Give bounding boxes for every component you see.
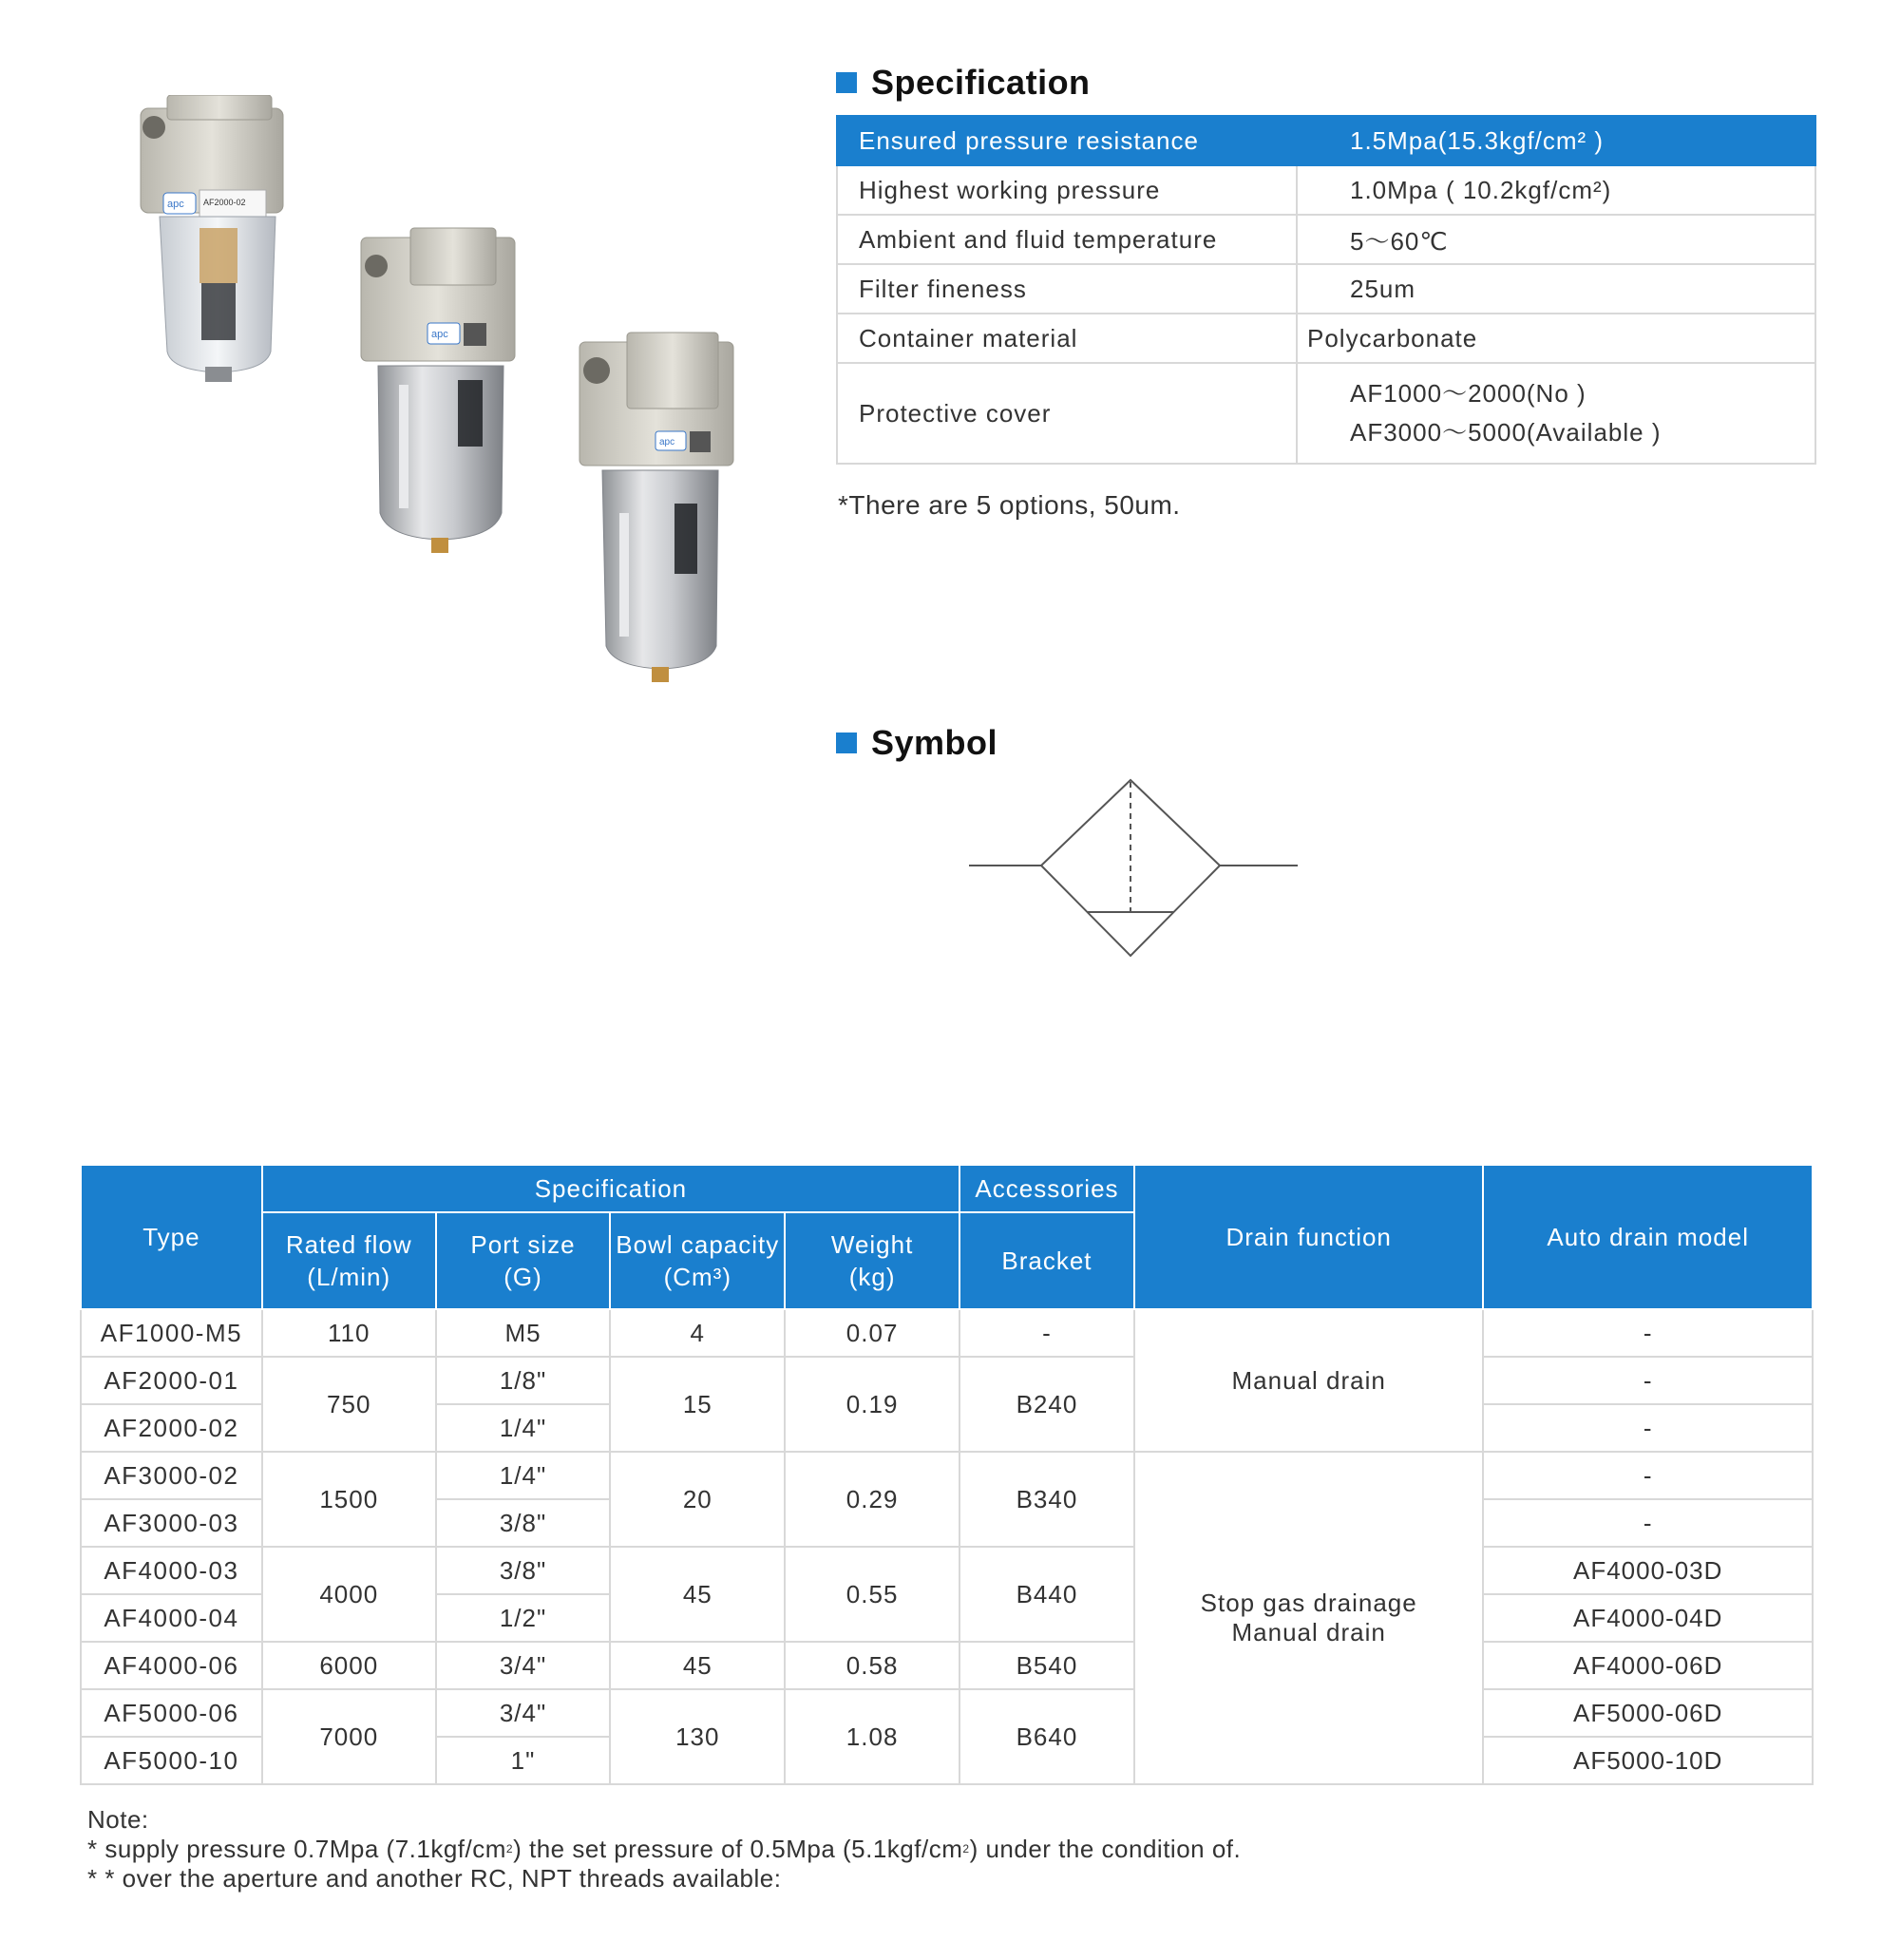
product-images	[133, 95, 760, 684]
filter-symbol-diagram	[969, 777, 1302, 967]
cell-weight: 0.58	[785, 1642, 960, 1689]
cell-weight: 0.07	[785, 1309, 960, 1357]
header-specification: Specification	[262, 1165, 960, 1212]
table-row	[81, 1452, 1813, 1499]
heading-square-icon	[836, 733, 857, 753]
cell-bracket: B240	[960, 1357, 1134, 1452]
spec-value: 1.0Mpa ( 10.2kgf/cm²)	[1297, 165, 1815, 215]
cell-weight: 1.08	[785, 1689, 960, 1784]
header-rated-flow-unit: (L/min)	[307, 1263, 391, 1291]
cell-port-size: 3/4"	[436, 1689, 611, 1737]
symbol-title: Symbol	[871, 723, 998, 762]
notes-line-1	[87, 1835, 1241, 1864]
spec-value-line: AF1000～2000(No )	[1350, 379, 1586, 408]
spec-row	[837, 215, 1815, 264]
cell-bowl-capacity: 20	[610, 1452, 785, 1547]
product-b-brand-label: apc	[431, 329, 448, 340]
cell-port-size: 1/4"	[436, 1452, 611, 1499]
cell-bracket: -	[960, 1309, 1134, 1357]
product-af4000-photo	[580, 333, 733, 682]
notes-line-2: * * over the aperture and another RC, NPT threads available:	[87, 1864, 782, 1893]
cell-port-size: 1/4"	[436, 1404, 611, 1452]
cell-port-size: 1"	[436, 1737, 611, 1784]
cell-port-size: M5	[436, 1309, 611, 1357]
cell-auto-drain: -	[1483, 1404, 1813, 1452]
cell-type: AF4000-06	[81, 1642, 262, 1689]
cell-rated-flow: 4000	[262, 1547, 436, 1642]
header-bowl-capacity-unit: (Cm³)	[663, 1263, 732, 1291]
cell-auto-drain: AF4000-04D	[1483, 1594, 1813, 1642]
spec-label: Highest working pressure	[837, 165, 1297, 215]
product-c-brand-label: apc	[659, 437, 675, 447]
cell-rated-flow: 750	[262, 1357, 436, 1452]
cell-type: AF3000-03	[81, 1499, 262, 1547]
spec-label: Protective cover	[837, 363, 1297, 464]
header-bracket: Bracket	[960, 1212, 1134, 1309]
cell-bracket: B440	[960, 1547, 1134, 1642]
header-weight-unit: (kg)	[848, 1263, 896, 1291]
spec-label: Ambient and fluid temperature	[837, 215, 1297, 264]
cell-bowl-capacity: 15	[610, 1357, 785, 1452]
notes-line-1-part-b: ) the set pressure of 0.5Mpa (5.1kgf/cm	[513, 1835, 963, 1863]
cell-auto-drain: AF5000-10D	[1483, 1737, 1813, 1784]
header-bowl-capacity-label: Bowl capacity	[616, 1230, 780, 1259]
header-weight-label: Weight	[830, 1230, 914, 1259]
header-port-size-label: Port size	[470, 1230, 576, 1259]
spec-row	[837, 363, 1815, 464]
spec-row	[837, 314, 1815, 363]
product-a-model-label: AF2000-02	[203, 198, 246, 207]
notes-line-1-part-a: * supply pressure 0.7Mpa (7.1kgf/cm	[87, 1835, 506, 1863]
symbol-heading	[836, 723, 998, 763]
table-notes	[87, 1805, 1241, 1893]
drain-function-line: Manual drain	[1231, 1618, 1386, 1646]
cell-weight: 0.29	[785, 1452, 960, 1547]
spec-value: 5～60℃	[1297, 215, 1815, 264]
cell-auto-drain: -	[1483, 1357, 1813, 1404]
spec-value: Polycarbonate	[1297, 314, 1815, 363]
cell-bracket: B540	[960, 1642, 1134, 1689]
cell-rated-flow: 110	[262, 1309, 436, 1357]
cell-bracket: B640	[960, 1689, 1134, 1784]
drain-function-line: Stop gas drainage	[1200, 1589, 1417, 1617]
cell-auto-drain: -	[1483, 1499, 1813, 1547]
cell-type: AF2000-02	[81, 1404, 262, 1452]
cell-bowl-capacity: 45	[610, 1642, 785, 1689]
header-accessories: Accessories	[960, 1165, 1134, 1212]
product-photo-group	[133, 95, 760, 684]
spec-label: Container material	[837, 314, 1297, 363]
cell-port-size: 3/8"	[436, 1499, 611, 1547]
cell-rated-flow: 7000	[262, 1689, 436, 1784]
cell-auto-drain: AF4000-03D	[1483, 1547, 1813, 1594]
spec-value: 1.5Mpa(15.3kgf/cm² )	[1297, 116, 1815, 165]
header-auto-drain-model: Auto drain model	[1483, 1165, 1813, 1309]
table-row	[81, 1547, 1813, 1594]
cell-rated-flow: 6000	[262, 1642, 436, 1689]
cell-type: AF5000-06	[81, 1689, 262, 1737]
table-header-row	[81, 1165, 1813, 1212]
cell-drain-function: Manual drain	[1134, 1309, 1483, 1452]
cell-port-size: 1/2"	[436, 1594, 611, 1642]
heading-square-icon	[836, 72, 857, 93]
header-drain-function: Drain function	[1134, 1165, 1483, 1309]
cell-bracket: B340	[960, 1452, 1134, 1547]
cell-type: AF4000-04	[81, 1594, 262, 1642]
cell-type: AF5000-10	[81, 1737, 262, 1784]
notes-title: Note:	[87, 1805, 149, 1834]
notes-line-1-sup-1: 2	[505, 1842, 514, 1855]
product-spec-table	[80, 1164, 1814, 1785]
cell-weight: 0.19	[785, 1357, 960, 1452]
cell-bowl-capacity: 4	[610, 1309, 785, 1357]
header-port-size	[436, 1212, 611, 1309]
cell-weight: 0.55	[785, 1547, 960, 1642]
product-af1000-photo	[141, 95, 283, 382]
cell-bowl-capacity: 45	[610, 1547, 785, 1642]
spec-label: Filter fineness	[837, 264, 1297, 314]
cell-type: AF3000-02	[81, 1452, 262, 1499]
cell-auto-drain: -	[1483, 1309, 1813, 1357]
product-af3000-photo	[361, 228, 515, 553]
header-type: Type	[81, 1165, 262, 1309]
cell-type: AF2000-01	[81, 1357, 262, 1404]
header-weight	[785, 1212, 960, 1309]
spec-value: 25um	[1297, 264, 1815, 314]
notes-line-1-sup-2: 2	[962, 1842, 970, 1855]
specification-title: Specification	[871, 63, 1091, 102]
cell-type: AF1000-M5	[81, 1309, 262, 1357]
cell-auto-drain: -	[1483, 1452, 1813, 1499]
cell-auto-drain: AF4000-06D	[1483, 1642, 1813, 1689]
table-row	[81, 1309, 1813, 1357]
cell-port-size: 1/8"	[436, 1357, 611, 1404]
header-port-size-unit: (G)	[504, 1263, 542, 1291]
spec-value-line: AF3000～5000(Available )	[1350, 418, 1662, 447]
spec-label: Ensured pressure resistance	[837, 116, 1297, 165]
cell-auto-drain: AF5000-06D	[1483, 1689, 1813, 1737]
cell-type: AF4000-03	[81, 1547, 262, 1594]
table-row	[81, 1357, 1813, 1404]
cell-port-size: 3/8"	[436, 1547, 611, 1594]
header-rated-flow-label: Rated flow	[285, 1230, 412, 1259]
table-row	[81, 1689, 1813, 1737]
spec-row	[837, 165, 1815, 215]
cell-port-size: 3/4"	[436, 1642, 611, 1689]
product-a-brand-label: apc	[167, 199, 184, 210]
table-row	[81, 1642, 1813, 1689]
cell-drain-function	[1134, 1452, 1483, 1784]
specification-heading	[836, 63, 1091, 103]
cell-rated-flow: 1500	[262, 1452, 436, 1547]
header-bowl-capacity	[610, 1212, 785, 1309]
header-rated-flow	[262, 1212, 436, 1309]
spec-footnote: *There are 5 options, 50um.	[838, 490, 1181, 520]
specification-table	[836, 115, 1816, 465]
spec-row	[837, 116, 1815, 165]
spec-row	[837, 264, 1815, 314]
cell-bowl-capacity: 130	[610, 1689, 785, 1784]
spec-value	[1297, 363, 1815, 464]
notes-line-1-part-c: ) under the condition of.	[969, 1835, 1242, 1863]
